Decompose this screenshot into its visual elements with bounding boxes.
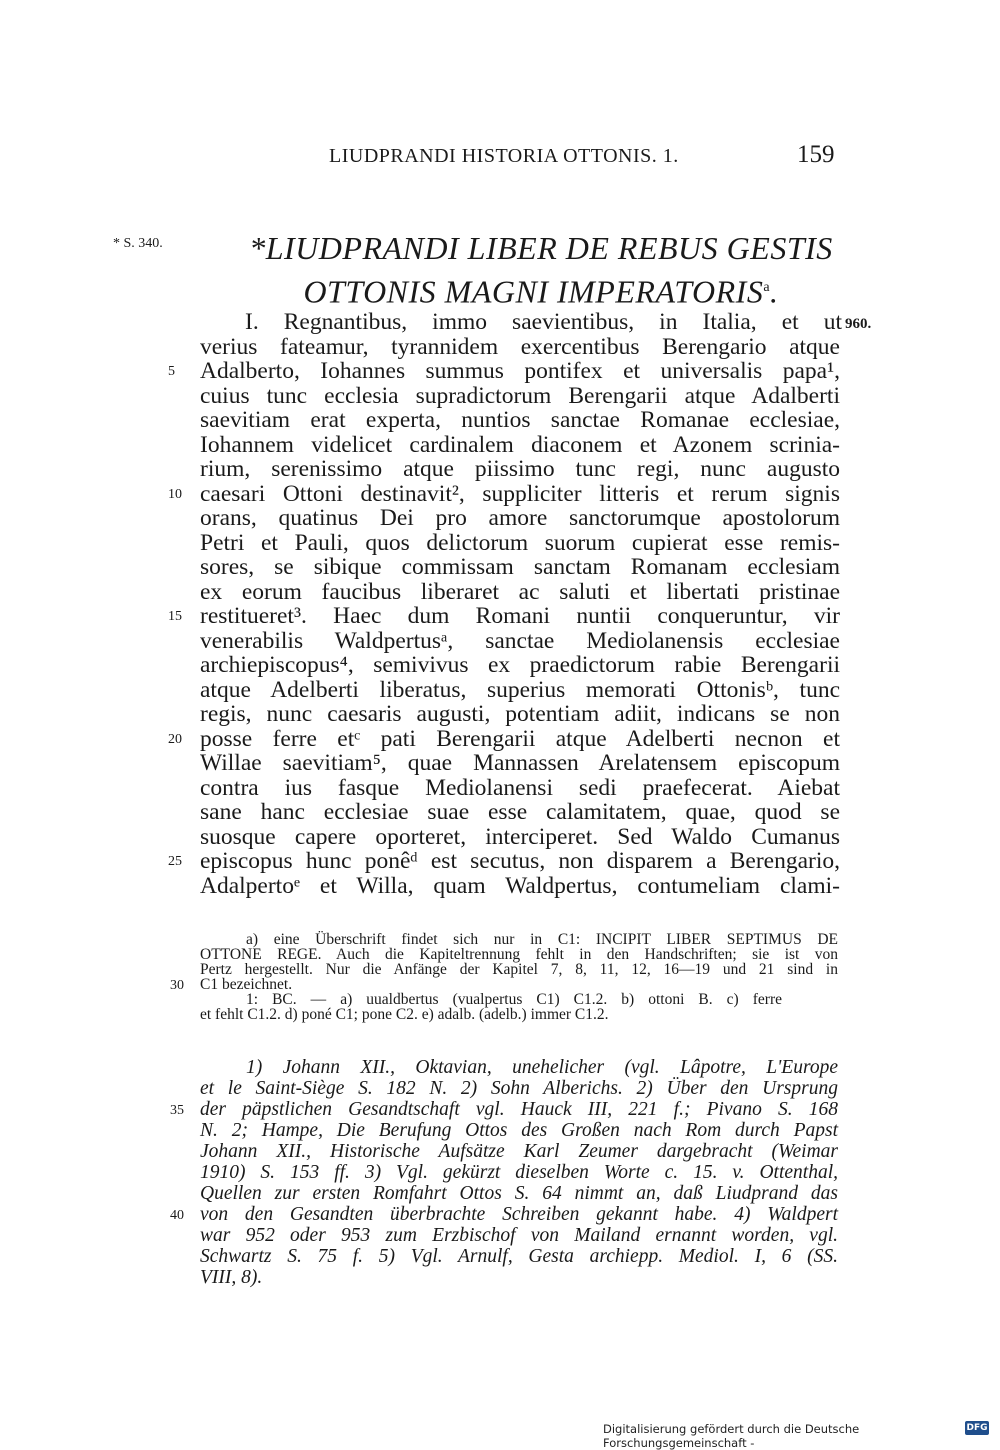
note-line-number: 35 (170, 1103, 184, 1118)
apparatus-line-number: 30 (170, 978, 184, 993)
body-line: suosque capere oporteret, interciperet. Sed Waldo Cumanus (200, 824, 840, 850)
body-line: orans, quatinus Dei pro amore sanctorumque apostolorum (200, 505, 840, 531)
title-line-2-text: OTTONIS MAGNI IMPERATORIS (303, 273, 764, 310)
apparatus-line: 1: BC. — a) uualdbertus (vualpertus C1) C1.2. b) ottoni B. c) ferre (246, 991, 782, 1008)
note-line: Johann XII., Historische Aufsätze Karl Zeumer dargebracht (Weimar (200, 1141, 838, 1162)
body-line: contra ius fasque Mediolanensi sedi praefecerat. Aiebat (200, 775, 840, 801)
line-number: 15 (168, 609, 182, 624)
apparatus-line: Pertz hergestellt. Nur die Anfänge der Kapitel 7, 8, 11, 12, 16—19 und 21 sind in (200, 961, 838, 978)
body-line: Petri et Pauli, quos delictorum suorum cupierat esse remis- (200, 530, 840, 556)
body-line: saevitiam erat experta, nuntios sanctae Romanae ecclesiae, (200, 407, 840, 433)
body-line: Adalberto, Iohannes summus pontifex et universalis papa¹, (200, 358, 840, 384)
body-line: venerabilis Waldpertusᵃ, sanctae Mediolanensis ecclesiae (200, 628, 840, 654)
body-line: verius fateamur, tyrannidem exercentibus Berengario atque (200, 334, 840, 360)
running-head: LIUDPRANDI HISTORIA OTTONIS. 1. (329, 145, 679, 167)
apparatus-line: C1 bezeichnet. (200, 976, 293, 993)
title-line-2 (196, 268, 886, 312)
title-footnote-mark: a (763, 280, 771, 295)
note-line: 1) Johann XII., Oktavian, unehelicher (vgl. Lâpotre, L'Europe (246, 1057, 838, 1078)
margin-year: 960. (845, 316, 872, 332)
note-line: N. 2; Hampe, Die Berufung Ottos des Großen nach Rom durch Papst (200, 1120, 838, 1141)
body-line: sane hanc ecclesiae suae esse calamitatem, quae, quod se (200, 799, 840, 825)
title-line-2-end: . (770, 273, 779, 310)
body-line: Iohannem videlicet cardinalem diaconem et Azonem scrinia- (200, 432, 840, 458)
body-line: archiepiscopus⁴, semivivus ex praedictorum rabie Berengarii (200, 652, 840, 678)
note-line: von den Gesandten überbrachte Schreiben gekannt habe. 4) Waldpert (200, 1204, 838, 1225)
note-line: Schwartz S. 75 f. 5) Vgl. Arnulf, Gesta archiepp. Mediol. I, 6 (SS. (200, 1246, 838, 1267)
body-line: Adalpertoᵉ et Willa, quam Waldpertus, contumeliam clami- (200, 873, 840, 899)
note-line: war 952 oder 953 zum Erzbischof von Mailand ernannt worden, vgl. (200, 1225, 838, 1246)
body-line: ex eorum faucibus liberaret ac saluti et libertati pristinae (200, 579, 840, 605)
body-line: restitueret³. Haec dum Romani nuntii conqueruntur, vir (200, 603, 840, 629)
apparatus-line: OTTONE REGE. Auch die Kapiteltrennung fehlt in den Handschriften; sie ist von (200, 946, 838, 963)
body-line: Willae saevitiam⁵, quae Mannassen Arelatensem episcopum (200, 750, 840, 776)
dfg-logo: DFG (966, 1423, 988, 1433)
body-line: posse ferre etᶜ pati Berengarii atque Adelberti necnon et (200, 726, 840, 752)
apparatus-line: et fehlt C1.2. d) poné C1; pone C2. e) adalb. (adelb.) immer C1.2. (200, 1006, 609, 1023)
line-number: 5 (168, 364, 175, 379)
title-line-1: *LIUDPRANDI LIBER DE REBUS GESTIS (249, 230, 833, 266)
body-line: atque Adelberti liberatus, superius memorati Ottonisᵇ, tunc (200, 677, 840, 703)
note-line: der päpstlichen Gesandtschaft vgl. Hauck III, 221 f.; Pivano S. 168 (200, 1099, 838, 1120)
body-line: rium, serenissimo atque piissimo tunc regi, nunc augusto (200, 456, 840, 482)
chapter-title (196, 228, 886, 312)
body-line: cuius tunc ecclesia supradictorum Berengarii atque Adalberti (200, 383, 840, 409)
page-number: 159 (797, 141, 835, 168)
body-line: episcopus hunc ponêᵈ est secutus, non disparem a Berengario, (200, 848, 840, 874)
note-line: VIII, 8). (200, 1267, 263, 1288)
line-number: 20 (168, 732, 182, 747)
apparatus-line: a) eine Überschrift findet sich nur in C1: INCIPIT LIBER SEPTIMUS DE (246, 931, 838, 948)
note-line: et le Saint-Siège S. 182 N. 2) Sohn Alberichs. 2) Über den Ursprung (200, 1078, 838, 1099)
digitization-credit: Digitalisierung gefördert durch die Deutsche Forschungsgemeinschaft - (603, 1422, 860, 1450)
body-line: sores, se sibique commissam sanctam Romanam ecclesiam (200, 554, 840, 580)
note-line: Quellen zur ersten Romfahrt Ottos S. 64 nimmt an, daß Liudprand das (200, 1183, 838, 1204)
line-number: 25 (168, 854, 182, 869)
body-line: caesari Ottoni destinavit², suppliciter litteris et rerum signis (200, 481, 840, 507)
margin-page-reference: * S. 340. (113, 236, 163, 251)
note-line: 1910) S. 153 ff. 3) Vgl. gekürzt dieselben Worte c. 15. v. Ottenthal, (200, 1162, 838, 1183)
body-line: regis, nunc caesaris augusti, potentiam adiit, indicans se non (200, 701, 840, 727)
line-number: 10 (168, 487, 182, 502)
body-line: I. Regnantibus, immo saevientibus, in Italia, et ut (245, 309, 842, 335)
note-line-number: 40 (170, 1208, 184, 1223)
